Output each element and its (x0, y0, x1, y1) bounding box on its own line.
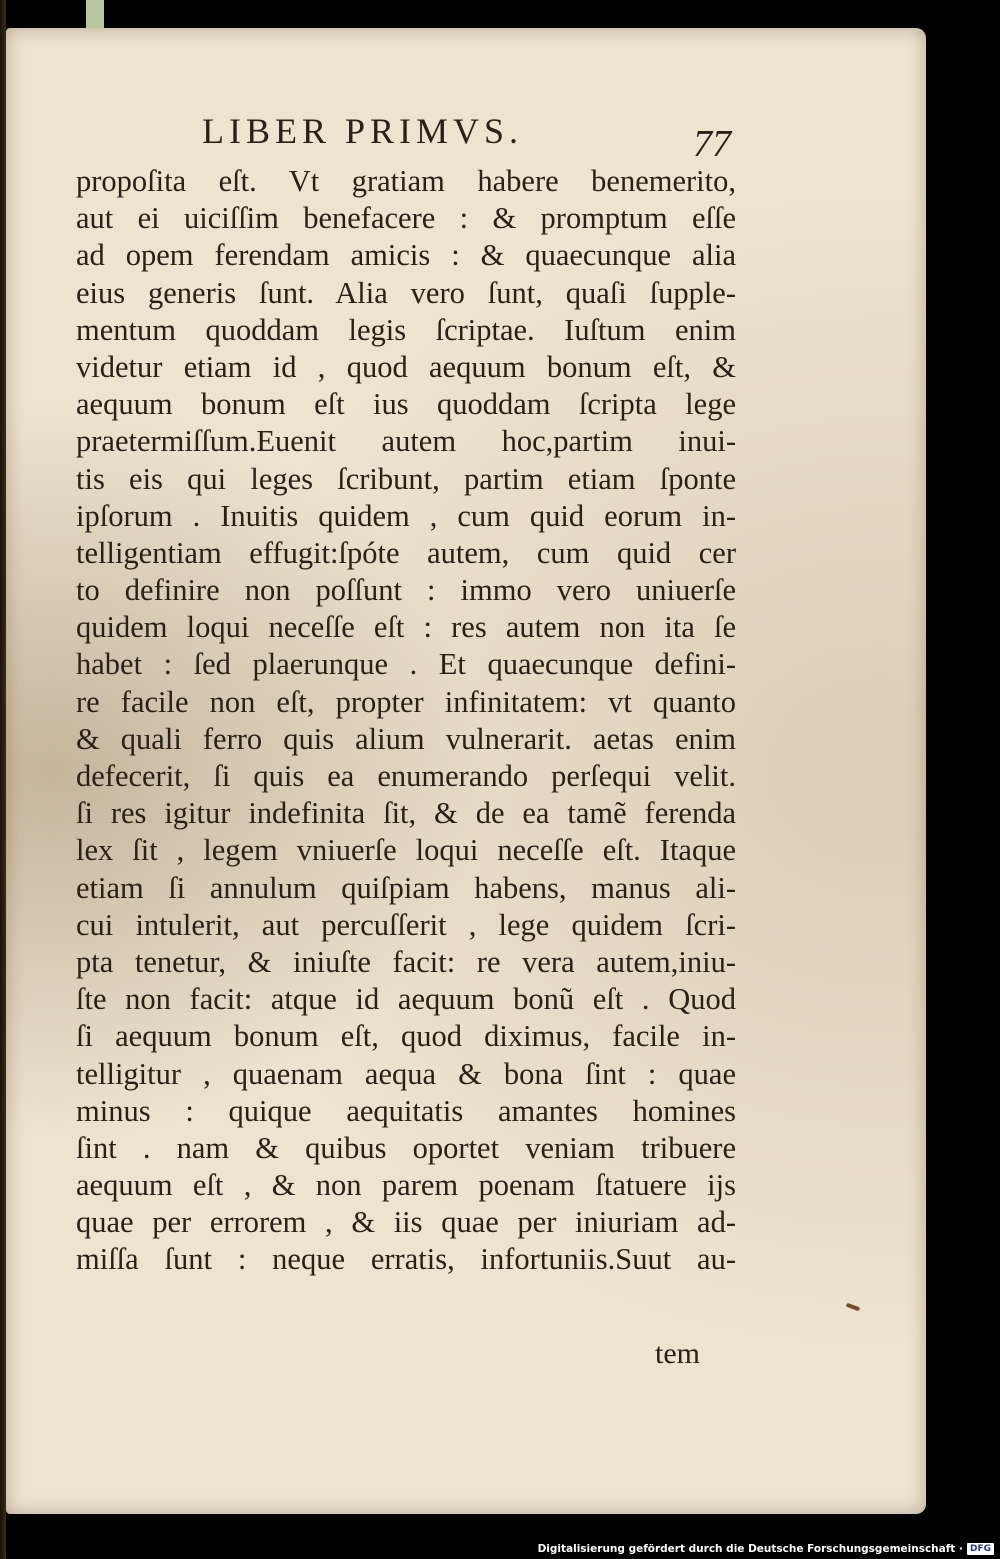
text-line: defecerit, ſi quis ea enumerando perſequi velit. (76, 759, 736, 793)
text-line: miſſa ſunt : neque erratis, infortuniis.Suut au- (76, 1242, 736, 1277)
text-line: & quali ferro quis alium vulnerarit. aetas enim (76, 721, 736, 756)
text-line: re facile non eſt, propter infinitatem: vt quanto (76, 684, 736, 719)
digitization-credit (538, 1543, 994, 1555)
text-line: aequum bonum eſt ius quoddam ſcripta lege (76, 387, 736, 422)
credit-text: Digitalisierung gefördert durch die Deutsche Forschungsgemeinschaft · (537, 1543, 963, 1555)
text-line: to definire non poſſunt : immo vero uniuerſe (76, 573, 736, 608)
text-line: eius generis ſunt. Alia vero ſunt, quaſi ſupple- (76, 275, 736, 310)
text-line: ſint . nam & quibus oportet veniam tribuere (76, 1130, 736, 1165)
text-line: propoſita eſt. Vt gratiam habere benemerito, (76, 164, 736, 198)
text-line: quae per errorem , & iis quae per iniuriam ad- (76, 1205, 736, 1240)
text-line: minus : quique aequitatis amantes homines (76, 1093, 736, 1128)
text-line: praetermiſſum.Euenit autem hoc,partim inui- (76, 424, 736, 459)
text-line: habet : ſed plaerunque . Et quaecunque defini- (76, 647, 736, 682)
text-line: etiam ſi annulum quiſpiam habens, manus ali- (76, 870, 736, 905)
text-line: tis eis qui leges ſcribunt, partim etiam ſponte (76, 461, 736, 496)
page-number: 77 (693, 123, 731, 165)
text-line: ipſorum . Inuitis quidem , cum quid eorum in- (76, 498, 736, 533)
catchword: tem (655, 1337, 700, 1370)
text-line: quidem loqui neceſſe eſt : res autem non ita ſe (76, 610, 736, 645)
text-line: mentum quoddam legis ſcriptae. Iuſtum enim (76, 312, 736, 347)
text-line: ſi aequum bonum eſt, quod diximus, facile in- (76, 1019, 736, 1054)
text-line: pta tenetur, & iniuſte facit: re vera autem,iniu- (76, 944, 736, 979)
dfg-logo-icon: DFG (967, 1543, 994, 1555)
bookmark-tab (86, 0, 104, 28)
running-head: LIBER PRIMVS. (202, 111, 524, 151)
text-block (76, 163, 736, 1279)
text-line: aut ei uiciſſim benefacere : & promptum eſſe (76, 201, 736, 236)
text-line: ad opem ferendam amicis : & quaecunque alia (76, 238, 736, 273)
text-line: telligentiam effugit:ſpóte autem, cum quid cer (76, 535, 736, 570)
text-line: videtur etiam id , quod aequum bonum eſt, & (76, 349, 736, 384)
text-line: cui intulerit, aut percuſſerit , lege quidem ſcri- (76, 907, 736, 942)
text-line: ſte non facit: atque id aequum bonũ eſt . Quod (76, 982, 736, 1017)
text-line: lex ſit , legem vniuerſe loqui neceſſe eſt. Itaque (76, 833, 736, 868)
text-line: telligitur , quaenam aequa & bona ſint : quae (76, 1056, 736, 1091)
text-line: ſi res igitur indefinita ſit, & de ea tamẽ ferenda (76, 796, 736, 831)
text-line: aequum eſt , & non parem poenam ſtatuere ijs (76, 1168, 736, 1203)
